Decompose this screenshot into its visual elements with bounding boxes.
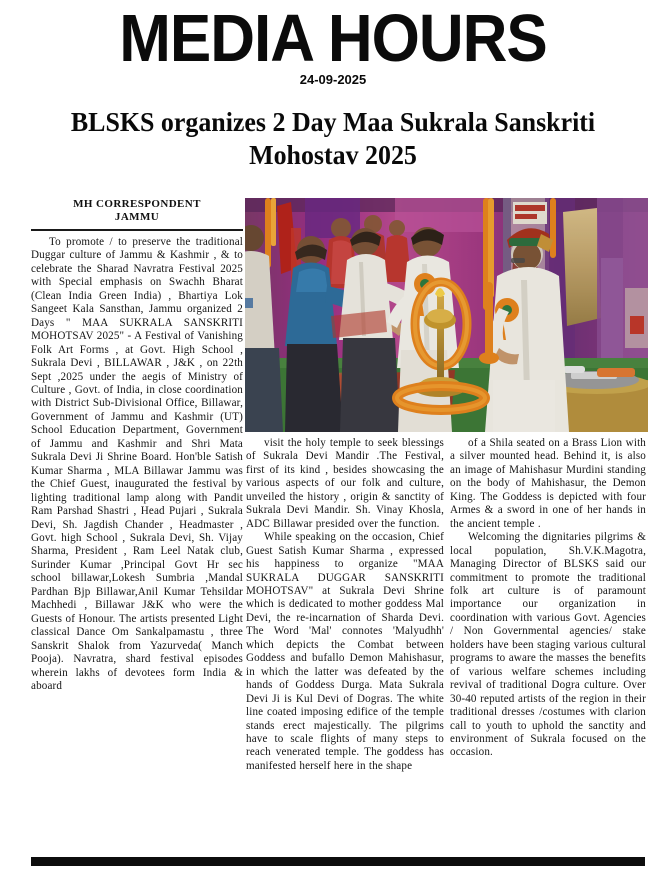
paragraph: Welcoming the dignitaries pilgrims & local population, Sh.V.K.Magotra, Managing Director of BLSKS said our commitment to promote the traditional folk art culture is of paramount importance our organization in coordination with various Govt. Agencies / Non Governmental agencies/ stake holders have been staging various cultural programs to aware the masses the benefits of various welfare schemes including revival of traditional Dogra culture. Over 30-40 reputed artists of the region in their traditional dresses /costumes with clarion call to youth to uphold the sanctity and environment of Sukrala focused on the occasion. [450, 531, 646, 759]
byline-divider [31, 229, 243, 231]
body-column-2 [246, 437, 444, 773]
byline-location: JAMMU [114, 211, 160, 223]
article-headline: BLSKS organizes 2 Day Maa Sukrala Sanskriti Mohostav 2025 [70, 107, 596, 170]
paragraph: visit the holy temple to seek blessings of Sukrala Devi Mandir .The Festival, first of its kind , besides showcasing the various aspects of our folk and culture, unveiled the history , origin & sanctity of Sukrala Devi Mandir. Sh. Vinay Khosla, ADC Billawar presided over the function. [246, 437, 444, 530]
paragraph: To promote / to preserve the traditional Duggar culture of Jammu & Kashmir , & to celebrate the Sharad Navratra Festival 2025 with Special emphasis on Swachh Bharat (Clean India Green India) , Bhartiya Lok Sangeet Kala Sansthan, Jammu organized 2 Days " MAA SUKRALA SANSKRITI MOHOTSAV 2025" - A Festival of Vanishing Folk Art Forms , at Govt. High School , Sukrala Devi , BILLAWAR , J&K , on 22th Sept ,2025 under the aegis of Ministry of Culture , Govt. of India, in close coordination with District Sub-Divisional Office, Billawar, Government of Jammu and Kashmir (UT) School Education Department, Government of Jammu and Kashmir and Shri Mata Sukrala Devi Ji Shrine Board. Hon'ble Satish Kumar Sharma , MLA Billawar Jammu was the Chief Guest, inaugurated the festival by lighting traditional lamp along with Pandit Ram Parshad Shastri , Head Pujari , Sukrala Devi, Sh. Jagdish Chander , Headmaster , Govt. high School , Sukrala Devi, Sh. Vijay Sharma, President , Ram Leel Natak club, Surinder Kumar ,Principal Govt Hr sec school billawar,Lokesh Sumbria ,Mandal Pardhan Bjp Billawar,Anil Kumar Tehsildar Machhedi , Billawar J&K who were the Guests of Honour. The artists presented Light classical Dance Om Sankalpamastu , three Sanskrit Shalok from Yazurveda( Manch Pooja). Navratra, shard festival episodes wherein lakhs of devotees form India & aboard [31, 236, 243, 692]
byline [31, 198, 243, 224]
publication-date: 24-09-2025 [299, 72, 367, 87]
page-footer-bar [31, 857, 645, 866]
paragraph: While speaking on the occasion, Chief Guest Satish Kumar Sharma , expressed his happiness to organize "MAA SUKRALA DUGGAR SANSKRITI MOHOTSAV" at Sukrala Devi Shrine which is dedicated to mother goddess Mal Devi, the re-incarnation of Sharda Devi. The Word 'Mal' connotes 'Malyudhh' which depicts the Combat between Goddess and bufallo Demon Mahishasur, in which the latter was defeated by the hands of Goddess Durga. Mata Sukrala Devi Ji is Kul Devi of Dogras. The white line coated imposing edifice of the temple stands erect majestically. The pilgrims have to scale flights of many steps to reach venerated temple. The goddess has manifested herself here in the shape [246, 531, 444, 772]
article-photo [245, 198, 648, 432]
byline-correspondent: MH CORRESPONDENT [73, 198, 201, 210]
paragraph: of a Shila seated on a Brass Lion with a silver mounted head. Behind it, is also an image of Mahishasur Murdini standing on the body of Mahishasur, the Demon King. The Goddess is depicted with four Armes & a sword in one of her hands in the ancient temple . [450, 437, 646, 530]
body-column-1 [31, 236, 243, 693]
masthead [0, 1, 666, 87]
publication-title: MEDIA HOURS [119, 1, 547, 77]
body-column-3 [450, 437, 646, 760]
ceremony-photo-illustration [245, 198, 648, 432]
